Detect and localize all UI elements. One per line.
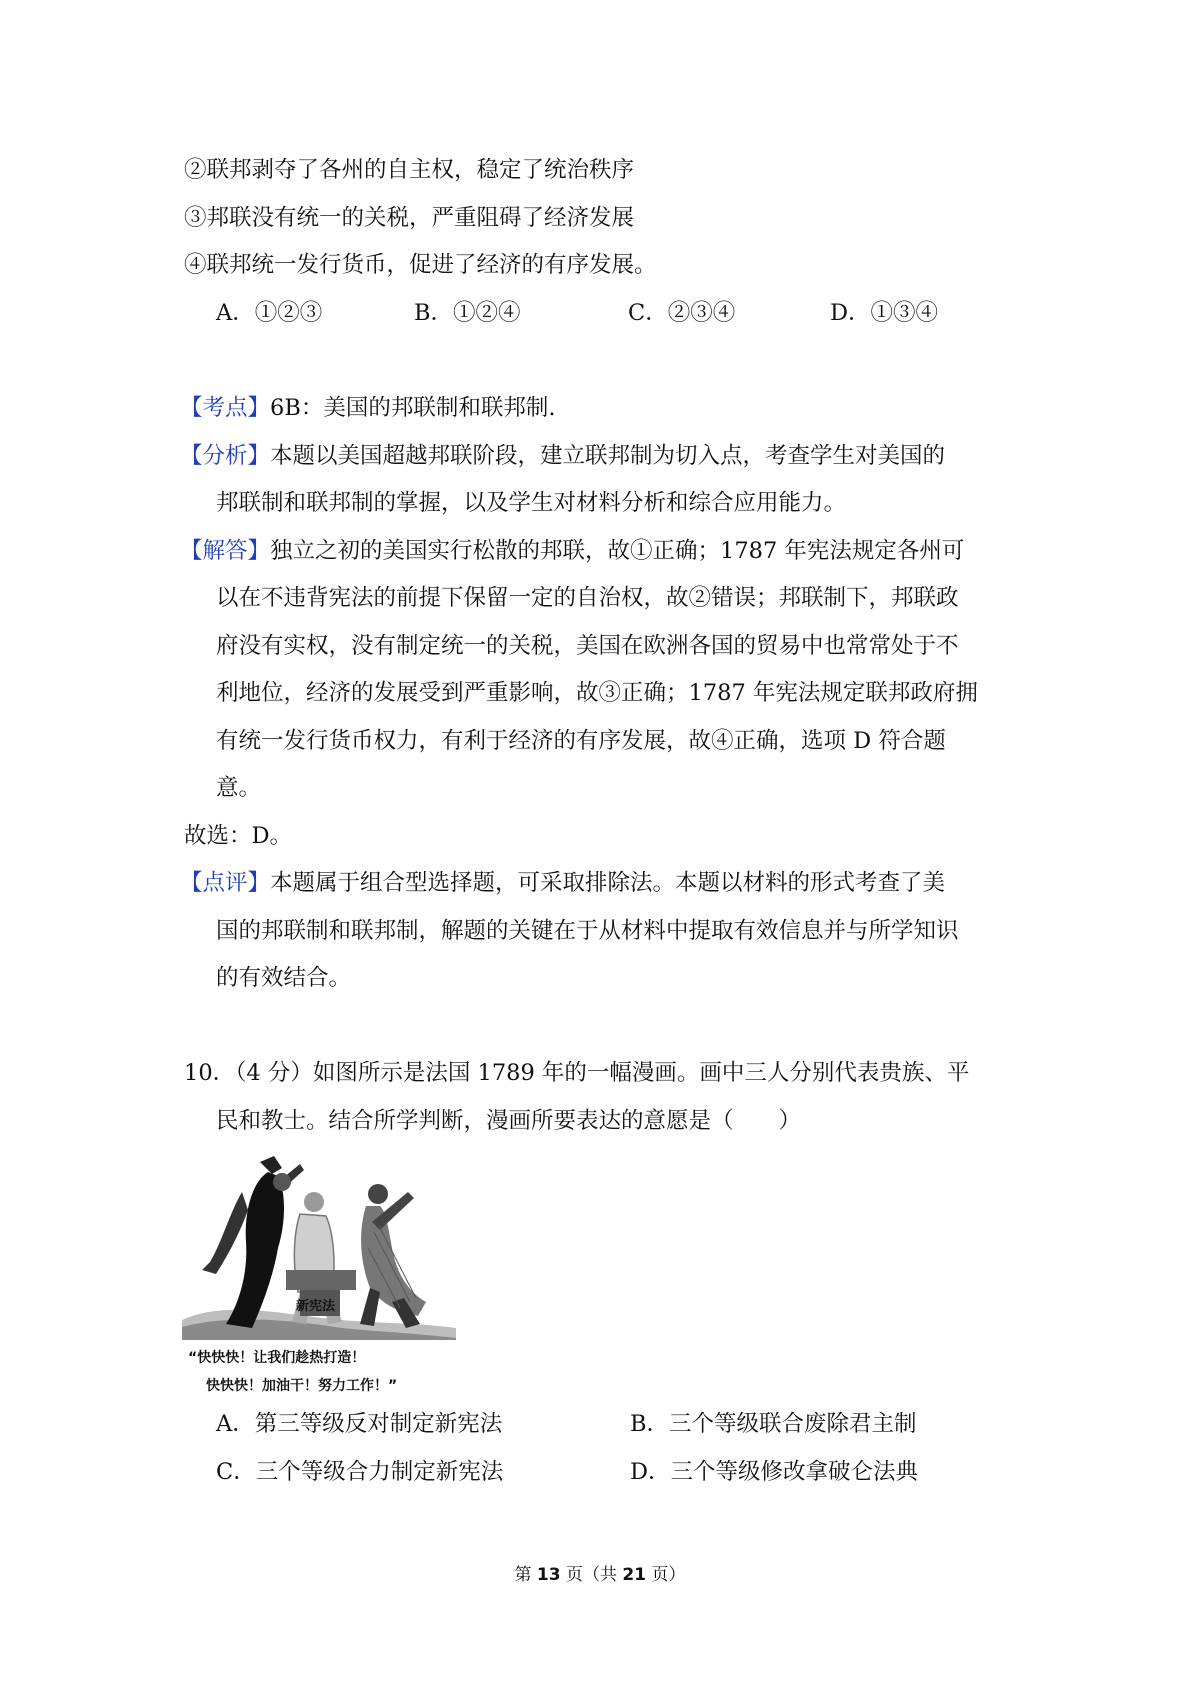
q10-option-d: D．三个等级修改拿破仑法典 xyxy=(630,1459,919,1485)
kaodian-line xyxy=(180,393,556,423)
page-footer xyxy=(0,1560,1200,1585)
footer-total: 21 xyxy=(622,1565,647,1585)
footer-mid: 页（共 xyxy=(560,1565,623,1585)
cartoon-caption-1: “快快快！让我们趁热打造！ xyxy=(188,1350,366,1366)
statement-2: ②联邦剥夺了各州的自主权，稳定了统治秩序 xyxy=(184,157,635,183)
dianping-text-1: 本题属于组合型选择题，可采取排除法。本题以材料的形式考查了美 xyxy=(270,870,946,896)
cartoon-caption-2: 快快快！加油干！努力工作！” xyxy=(206,1378,398,1394)
q10-option-a: A．第三等级反对制定新宪法 xyxy=(216,1411,503,1437)
kaodian-text: 6B：美国的邦联制和联邦制. xyxy=(270,395,556,421)
q10-stem-2: 民和教士。结合所学判断，漫画所要表达的意愿是（ ） xyxy=(216,1108,802,1134)
q9-option-a: A．①②③ xyxy=(216,300,323,326)
jieda-line-2: 以在不违背宪法的前提下保留一定的自治权，故②错误；邦联制下，邦联政 xyxy=(216,585,959,611)
fenxi-line-2: 邦联制和联邦制的掌握，以及学生对材料分析和综合应用能力。 xyxy=(216,490,847,516)
footer-prefix: 第 xyxy=(514,1565,537,1585)
q9-option-c: C．②③④ xyxy=(628,300,736,326)
jieda-text-1: 独立之初的美国实行松散的邦联，故①正确；1787 年宪法规定各州可 xyxy=(270,538,965,564)
q10-option-b: B．三个等级联合废除君主制 xyxy=(630,1411,917,1437)
footer-suffix: 页） xyxy=(646,1565,686,1585)
guxuan-line: 故选：D。 xyxy=(184,823,293,849)
cartoon-label: 新宪法 xyxy=(296,1299,336,1314)
fenxi-text-1: 本题以美国超越邦联阶段，建立联邦制为切入点，考查学生对美国的 xyxy=(270,443,946,469)
footer-page: 13 xyxy=(536,1565,561,1585)
q9-option-d: D．①③④ xyxy=(830,300,939,326)
fenxi-line-1 xyxy=(180,441,945,471)
cartoon-drawing xyxy=(182,1152,456,1402)
fenxi-tag: 【分析】 xyxy=(180,443,271,469)
dianping-line-2: 国的邦联制和联邦制，解题的关键在于从材料中提取有效信息并与所学知识 xyxy=(216,918,959,944)
jieda-line-5: 有统一发行货币权力，有利于经济的有序发展，故④正确，选项 D 符合题 xyxy=(216,728,946,754)
jieda-line-6: 意。 xyxy=(216,775,262,801)
cartoon-image xyxy=(182,1152,456,1402)
jieda-line-1 xyxy=(180,536,964,566)
dianping-line-3: 的有效结合。 xyxy=(216,965,352,991)
jieda-tag: 【解答】 xyxy=(180,538,271,564)
q10-option-c: C．三个等级合力制定新宪法 xyxy=(216,1459,504,1485)
kaodian-tag: 【考点】 xyxy=(180,395,271,421)
jieda-line-3: 府没有实权，没有制定统一的关税，美国在欧洲各国的贸易中也常常处于不 xyxy=(216,633,959,659)
dianping-tag: 【点评】 xyxy=(180,870,271,896)
q10-stem-1: 10．（4 分）如图所示是法国 1789 年的一幅漫画。画中三人分别代表贵族、平 xyxy=(184,1060,970,1086)
q9-option-b: B．①②④ xyxy=(414,300,521,326)
statement-4: ④联邦统一发行货币，促进了经济的有序发展。 xyxy=(184,252,657,278)
jieda-line-4: 利地位，经济的发展受到严重影响，故③正确；1787 年宪法规定联邦政府拥 xyxy=(216,680,978,706)
statement-3: ③邦联没有统一的关税，严重阻碍了经济发展 xyxy=(184,205,635,231)
dianping-line-1 xyxy=(180,868,945,898)
